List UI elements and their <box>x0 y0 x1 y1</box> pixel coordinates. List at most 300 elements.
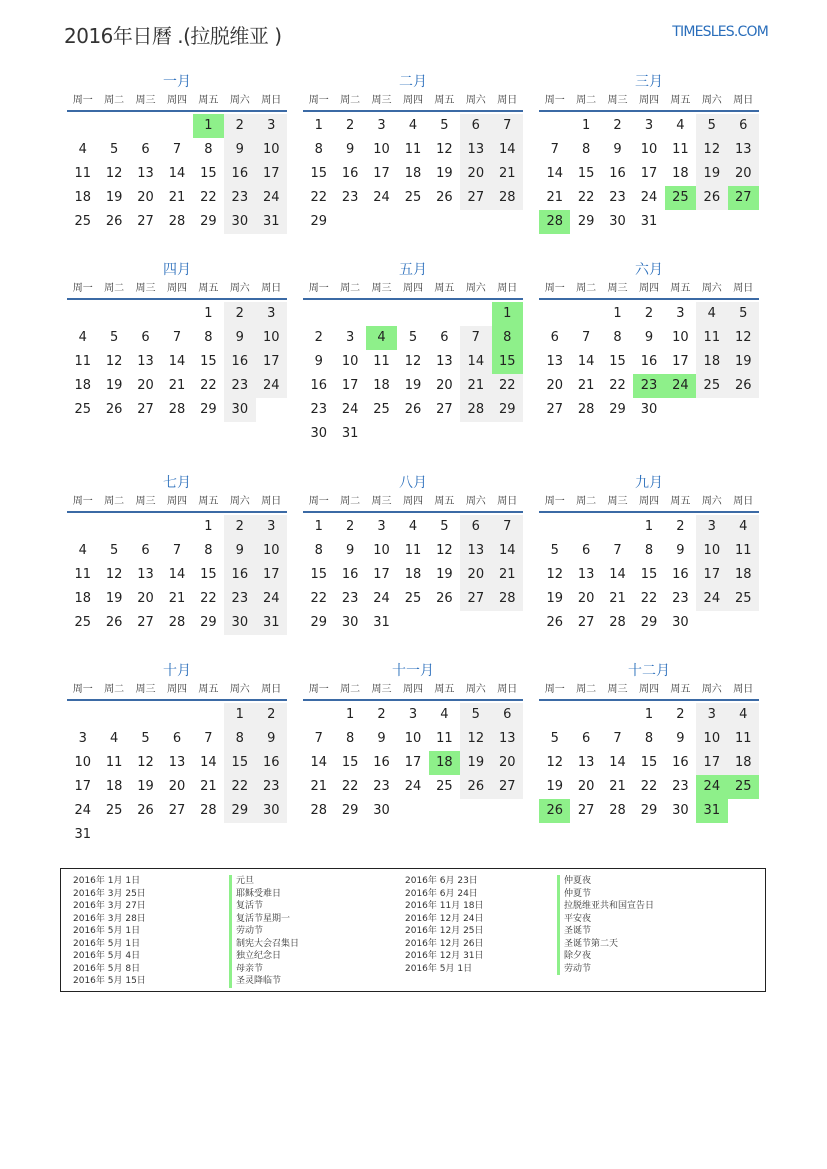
day-cell[interactable]: 14 <box>546 166 563 181</box>
day-cell[interactable]: 3 <box>644 118 654 133</box>
day-cell[interactable]: 11 <box>105 755 123 770</box>
day-cell[interactable]: 1 <box>224 703 255 727</box>
day-cell[interactable]: 18 <box>728 751 759 775</box>
day-cell[interactable]: 12 <box>460 727 491 751</box>
day-cell[interactable]: 16 <box>224 162 255 186</box>
day-cell[interactable]: 26 <box>404 402 422 417</box>
day-cell[interactable]: 28 <box>577 402 595 417</box>
day-cell[interactable]: 5 <box>460 703 491 727</box>
day-cell[interactable]: 15 <box>577 166 595 181</box>
day-cell[interactable]: 11 <box>404 142 422 157</box>
day-cell[interactable]: 5 <box>109 330 119 345</box>
day-cell[interactable]: 2 <box>676 519 685 534</box>
day-cell[interactable]: 16 <box>672 567 689 582</box>
day-cell[interactable]: 18 <box>404 166 422 181</box>
day-cell[interactable]: 24 <box>256 587 287 611</box>
day-cell[interactable]: 21 <box>577 378 595 393</box>
day-cell[interactable]: 10 <box>640 142 658 157</box>
day-cell[interactable]: 4 <box>408 118 418 133</box>
day-cell[interactable]: 2 <box>256 703 287 727</box>
day-cell[interactable]: 27 <box>460 587 491 611</box>
day-cell[interactable]: 30 <box>640 402 658 417</box>
day-cell[interactable]: 9 <box>377 731 386 746</box>
day-cell[interactable]: 1 <box>581 118 591 133</box>
day-cell[interactable]: 21 <box>460 374 491 398</box>
day-cell[interactable]: 9 <box>613 142 622 157</box>
day-cell[interactable]: 25 <box>404 591 422 606</box>
day-cell[interactable]: 19 <box>728 350 759 374</box>
day-cell[interactable]: 9 <box>345 543 355 558</box>
day-cell[interactable]: 2 <box>377 707 386 722</box>
day-cell[interactable]: 19 <box>105 378 123 393</box>
day-cell[interactable]: 10 <box>373 543 390 558</box>
day-cell[interactable]: 12 <box>105 166 123 181</box>
day-cell[interactable]: 1 <box>314 519 323 534</box>
day-cell[interactable]: 31 <box>256 611 287 635</box>
day-cell[interactable]: 12 <box>436 142 453 157</box>
day-cell[interactable]: 14 <box>168 567 186 582</box>
day-cell[interactable]: 13 <box>137 166 154 181</box>
day-cell[interactable]: 11 <box>74 354 91 369</box>
day-cell[interactable]: 3 <box>377 519 386 534</box>
day-cell[interactable]: 2 <box>676 707 685 722</box>
day-cell[interactable]: 28 <box>609 803 626 818</box>
day-cell[interactable]: 10 <box>373 142 390 157</box>
day-cell[interactable]: 3 <box>408 707 418 722</box>
day-cell[interactable]: 31 <box>74 827 91 842</box>
day-cell[interactable]: 25 <box>105 803 123 818</box>
day-cell[interactable]: 3 <box>696 703 727 727</box>
day-cell[interactable]: 29 <box>640 803 658 818</box>
day-cell[interactable]: 5 <box>141 731 150 746</box>
day-cell[interactable]: 21 <box>492 162 523 186</box>
day-cell[interactable]: 21 <box>310 779 327 794</box>
day-cell[interactable]: 20 <box>460 563 491 587</box>
day-cell[interactable]: 26 <box>696 186 727 210</box>
day-cell[interactable]: 23 <box>341 591 359 606</box>
day-cell[interactable]: 22 <box>224 775 255 799</box>
day-cell[interactable]: 18 <box>74 190 91 205</box>
day-cell[interactable]: 4 <box>78 330 87 345</box>
day-cell[interactable]: 27 <box>137 214 154 229</box>
day-cell[interactable]: 20 <box>728 162 759 186</box>
day-cell[interactable]: 28 <box>310 803 327 818</box>
day-cell[interactable]: 8 <box>345 731 355 746</box>
day-cell[interactable]: 13 <box>460 138 491 162</box>
day-cell[interactable]: 4 <box>676 118 685 133</box>
day-cell[interactable]: 3 <box>256 515 287 539</box>
day-cell[interactable]: 14 <box>168 354 186 369</box>
day-cell[interactable]: 23 <box>224 587 255 611</box>
day-cell[interactable]: 12 <box>546 755 563 770</box>
day-cell[interactable]: 1 <box>613 306 622 321</box>
day-cell[interactable]: 20 <box>546 378 563 393</box>
day-cell[interactable]: 10 <box>256 326 287 350</box>
day-cell[interactable]: 6 <box>141 543 150 558</box>
day-cell[interactable]: 4 <box>728 703 759 727</box>
day-cell[interactable]: 16 <box>341 166 359 181</box>
day-cell[interactable]: 18 <box>429 751 460 775</box>
day-cell[interactable]: 2 <box>314 330 323 345</box>
day-cell[interactable]: 24 <box>373 190 390 205</box>
day-cell[interactable]: 21 <box>168 378 186 393</box>
day-cell[interactable]: 22 <box>640 591 658 606</box>
day-cell[interactable]: 11 <box>728 539 759 563</box>
day-cell[interactable]: 23 <box>633 374 664 398</box>
day-cell[interactable]: 9 <box>676 543 685 558</box>
day-cell[interactable]: 21 <box>492 563 523 587</box>
day-cell[interactable]: 18 <box>728 563 759 587</box>
day-cell[interactable]: 7 <box>172 543 182 558</box>
day-cell[interactable]: 14 <box>609 755 626 770</box>
day-cell[interactable]: 7 <box>492 515 523 539</box>
day-cell[interactable]: 20 <box>168 779 186 794</box>
day-cell[interactable]: 12 <box>728 326 759 350</box>
day-cell[interactable]: 1 <box>644 519 654 534</box>
day-cell[interactable]: 16 <box>640 354 658 369</box>
day-cell[interactable]: 10 <box>256 138 287 162</box>
day-cell[interactable]: 2 <box>224 114 255 138</box>
day-cell[interactable]: 21 <box>168 190 186 205</box>
day-cell[interactable]: 17 <box>74 779 91 794</box>
day-cell[interactable]: 25 <box>74 214 91 229</box>
day-cell[interactable]: 8 <box>204 330 213 345</box>
day-cell[interactable]: 16 <box>609 166 626 181</box>
day-cell[interactable]: 22 <box>640 779 658 794</box>
day-cell[interactable]: 19 <box>696 162 727 186</box>
day-cell[interactable]: 14 <box>577 354 595 369</box>
day-cell[interactable]: 15 <box>492 350 523 374</box>
day-cell[interactable]: 17 <box>341 378 359 393</box>
day-cell[interactable]: 4 <box>109 731 119 746</box>
day-cell[interactable]: 6 <box>141 142 150 157</box>
day-cell[interactable]: 13 <box>436 354 453 369</box>
day-cell[interactable]: 25 <box>436 779 453 794</box>
day-cell[interactable]: 6 <box>460 114 491 138</box>
day-cell[interactable]: 27 <box>577 803 595 818</box>
day-cell[interactable]: 13 <box>137 354 154 369</box>
site-link[interactable]: TIMESLES.COM <box>672 24 768 40</box>
day-cell[interactable]: 17 <box>256 563 287 587</box>
day-cell[interactable]: 15 <box>640 567 658 582</box>
day-cell[interactable]: 30 <box>224 210 255 234</box>
day-cell[interactable]: 10 <box>696 539 727 563</box>
day-cell[interactable]: 26 <box>105 402 123 417</box>
day-cell[interactable]: 27 <box>137 615 154 630</box>
day-cell[interactable]: 15 <box>341 755 359 770</box>
day-cell[interactable]: 10 <box>404 731 422 746</box>
day-cell[interactable]: 30 <box>224 398 255 422</box>
day-cell[interactable]: 1 <box>644 707 654 722</box>
day-cell[interactable]: 29 <box>200 402 217 417</box>
day-cell[interactable]: 2 <box>644 306 654 321</box>
day-cell[interactable]: 29 <box>609 402 626 417</box>
day-cell[interactable]: 19 <box>436 567 453 582</box>
day-cell[interactable]: 20 <box>577 779 595 794</box>
day-cell[interactable]: 11 <box>436 731 453 746</box>
day-cell[interactable]: 6 <box>492 703 523 727</box>
day-cell[interactable]: 8 <box>581 142 591 157</box>
day-cell[interactable]: 15 <box>640 755 658 770</box>
day-cell[interactable]: 7 <box>172 142 182 157</box>
day-cell[interactable]: 21 <box>546 190 563 205</box>
day-cell[interactable]: 24 <box>640 190 658 205</box>
day-cell[interactable]: 18 <box>672 166 689 181</box>
day-cell[interactable]: 27 <box>436 402 453 417</box>
day-cell[interactable]: 18 <box>105 779 123 794</box>
day-cell[interactable]: 17 <box>696 563 727 587</box>
day-cell[interactable]: 16 <box>256 751 287 775</box>
day-cell[interactable]: 22 <box>341 779 359 794</box>
day-cell[interactable]: 12 <box>546 567 563 582</box>
day-cell[interactable]: 7 <box>314 731 323 746</box>
day-cell[interactable]: 23 <box>609 190 626 205</box>
day-cell[interactable]: 17 <box>256 350 287 374</box>
day-cell[interactable]: 22 <box>310 591 327 606</box>
day-cell[interactable]: 13 <box>137 567 154 582</box>
day-cell[interactable]: 16 <box>373 755 390 770</box>
day-cell[interactable]: 13 <box>577 755 595 770</box>
day-cell[interactable]: 16 <box>341 567 359 582</box>
day-cell[interactable]: 19 <box>105 190 123 205</box>
day-cell[interactable]: 19 <box>404 378 422 393</box>
day-cell[interactable]: 22 <box>492 374 523 398</box>
day-cell[interactable]: 20 <box>137 190 154 205</box>
day-cell[interactable]: 28 <box>492 587 523 611</box>
day-cell[interactable]: 31 <box>696 799 727 823</box>
day-cell[interactable]: 28 <box>168 615 186 630</box>
day-cell[interactable]: 5 <box>550 543 559 558</box>
day-cell[interactable]: 29 <box>341 803 359 818</box>
day-cell[interactable]: 25 <box>728 587 759 611</box>
day-cell[interactable]: 11 <box>404 543 422 558</box>
day-cell[interactable]: 5 <box>440 118 449 133</box>
day-cell[interactable]: 24 <box>256 374 287 398</box>
day-cell[interactable]: 15 <box>310 567 327 582</box>
day-cell[interactable]: 6 <box>581 731 591 746</box>
day-cell[interactable]: 10 <box>672 330 689 345</box>
day-cell[interactable]: 18 <box>404 567 422 582</box>
day-cell[interactable]: 8 <box>613 330 622 345</box>
day-cell[interactable]: 16 <box>224 563 255 587</box>
day-cell[interactable]: 28 <box>168 214 186 229</box>
day-cell[interactable]: 27 <box>460 186 491 210</box>
day-cell[interactable]: 16 <box>310 378 327 393</box>
day-cell[interactable]: 6 <box>141 330 150 345</box>
day-cell[interactable]: 30 <box>256 799 287 823</box>
day-cell[interactable]: 23 <box>341 190 359 205</box>
day-cell[interactable]: 21 <box>609 779 626 794</box>
day-cell[interactable]: 4 <box>408 519 418 534</box>
day-cell[interactable]: 27 <box>492 775 523 799</box>
day-cell[interactable]: 7 <box>613 731 622 746</box>
day-cell[interactable]: 9 <box>345 142 355 157</box>
day-cell[interactable]: 31 <box>256 210 287 234</box>
day-cell[interactable]: 15 <box>310 166 327 181</box>
day-cell[interactable]: 21 <box>168 591 186 606</box>
day-cell[interactable]: 28 <box>200 803 217 818</box>
day-cell[interactable]: 26 <box>137 803 154 818</box>
day-cell[interactable]: 15 <box>200 354 217 369</box>
day-cell[interactable]: 4 <box>440 707 449 722</box>
day-cell[interactable]: 27 <box>137 402 154 417</box>
day-cell[interactable]: 3 <box>256 302 287 326</box>
day-cell[interactable]: 6 <box>550 330 559 345</box>
day-cell[interactable]: 24 <box>341 402 359 417</box>
day-cell[interactable]: 22 <box>577 190 595 205</box>
day-cell[interactable]: 11 <box>728 727 759 751</box>
day-cell[interactable]: 17 <box>640 166 658 181</box>
day-cell[interactable]: 13 <box>168 755 186 770</box>
day-cell[interactable]: 25 <box>373 402 390 417</box>
day-cell[interactable]: 22 <box>200 190 217 205</box>
day-cell[interactable]: 8 <box>314 543 323 558</box>
day-cell[interactable]: 20 <box>137 378 154 393</box>
day-cell[interactable]: 10 <box>341 354 359 369</box>
day-cell[interactable]: 1 <box>193 114 224 138</box>
day-cell[interactable]: 27 <box>728 186 759 210</box>
day-cell[interactable]: 7 <box>204 731 213 746</box>
day-cell[interactable]: 10 <box>696 727 727 751</box>
day-cell[interactable]: 27 <box>168 803 186 818</box>
day-cell[interactable]: 6 <box>581 543 591 558</box>
day-cell[interactable]: 4 <box>78 142 87 157</box>
day-cell[interactable]: 6 <box>460 515 491 539</box>
day-cell[interactable]: 3 <box>345 330 355 345</box>
day-cell[interactable]: 26 <box>546 615 563 630</box>
day-cell[interactable]: 20 <box>436 378 453 393</box>
day-cell[interactable]: 2 <box>613 118 622 133</box>
day-cell[interactable]: 20 <box>137 591 154 606</box>
day-cell[interactable]: 29 <box>577 214 595 229</box>
day-cell[interactable]: 25 <box>74 615 91 630</box>
day-cell[interactable]: 5 <box>109 142 119 157</box>
day-cell[interactable]: 8 <box>204 142 213 157</box>
day-cell[interactable]: 30 <box>672 803 689 818</box>
day-cell[interactable]: 14 <box>609 567 626 582</box>
day-cell[interactable]: 12 <box>404 354 422 369</box>
day-cell[interactable]: 22 <box>310 190 327 205</box>
day-cell[interactable]: 29 <box>640 615 658 630</box>
day-cell[interactable]: 11 <box>74 166 91 181</box>
day-cell[interactable]: 16 <box>672 755 689 770</box>
day-cell[interactable]: 24 <box>256 186 287 210</box>
day-cell[interactable]: 14 <box>200 755 217 770</box>
day-cell[interactable]: 29 <box>310 615 327 630</box>
day-cell[interactable]: 1 <box>314 118 323 133</box>
day-cell[interactable]: 26 <box>436 591 453 606</box>
day-cell[interactable]: 29 <box>224 799 255 823</box>
day-cell[interactable]: 30 <box>373 803 390 818</box>
day-cell[interactable]: 23 <box>672 779 689 794</box>
day-cell[interactable]: 15 <box>200 567 217 582</box>
day-cell[interactable]: 31 <box>341 426 359 441</box>
day-cell[interactable]: 7 <box>581 330 591 345</box>
day-cell[interactable]: 5 <box>109 543 119 558</box>
day-cell[interactable]: 1 <box>204 306 213 321</box>
day-cell[interactable]: 8 <box>492 326 523 350</box>
day-cell[interactable]: 17 <box>373 567 390 582</box>
day-cell[interactable]: 2 <box>345 118 355 133</box>
day-cell[interactable]: 23 <box>224 374 255 398</box>
day-cell[interactable]: 26 <box>436 190 453 205</box>
day-cell[interactable]: 11 <box>696 326 727 350</box>
day-cell[interactable]: 30 <box>341 615 359 630</box>
day-cell[interactable]: 5 <box>408 330 418 345</box>
day-cell[interactable]: 2 <box>345 519 355 534</box>
day-cell[interactable]: 28 <box>492 186 523 210</box>
day-cell[interactable]: 9 <box>644 330 654 345</box>
day-cell[interactable]: 23 <box>672 591 689 606</box>
day-cell[interactable]: 29 <box>310 214 327 229</box>
day-cell[interactable]: 8 <box>224 727 255 751</box>
day-cell[interactable]: 15 <box>200 166 217 181</box>
day-cell[interactable]: 25 <box>696 374 727 398</box>
day-cell[interactable]: 24 <box>373 591 390 606</box>
day-cell[interactable]: 18 <box>74 591 91 606</box>
day-cell[interactable]: 9 <box>314 354 323 369</box>
day-cell[interactable]: 28 <box>168 402 186 417</box>
day-cell[interactable]: 18 <box>74 378 91 393</box>
day-cell[interactable]: 9 <box>224 326 255 350</box>
day-cell[interactable]: 13 <box>546 354 563 369</box>
day-cell[interactable]: 1 <box>345 707 355 722</box>
day-cell[interactable]: 28 <box>609 615 626 630</box>
day-cell[interactable]: 23 <box>373 779 390 794</box>
day-cell[interactable]: 25 <box>665 186 696 210</box>
day-cell[interactable]: 10 <box>74 755 91 770</box>
day-cell[interactable]: 24 <box>404 779 422 794</box>
day-cell[interactable]: 25 <box>74 402 91 417</box>
day-cell[interactable]: 7 <box>550 142 559 157</box>
day-cell[interactable]: 4 <box>78 543 87 558</box>
day-cell[interactable]: 9 <box>676 731 685 746</box>
day-cell[interactable]: 7 <box>492 114 523 138</box>
day-cell[interactable]: 30 <box>609 214 626 229</box>
day-cell[interactable]: 17 <box>672 354 689 369</box>
day-cell[interactable]: 19 <box>105 591 123 606</box>
day-cell[interactable]: 19 <box>436 166 453 181</box>
day-cell[interactable]: 15 <box>609 354 626 369</box>
day-cell[interactable]: 4 <box>728 515 759 539</box>
day-cell[interactable]: 12 <box>436 543 453 558</box>
day-cell[interactable]: 2 <box>224 515 255 539</box>
day-cell[interactable]: 8 <box>204 543 213 558</box>
day-cell[interactable]: 19 <box>460 751 491 775</box>
day-cell[interactable]: 7 <box>613 543 622 558</box>
day-cell[interactable]: 7 <box>172 330 182 345</box>
day-cell[interactable]: 4 <box>366 326 397 350</box>
day-cell[interactable]: 6 <box>728 114 759 138</box>
day-cell[interactable]: 2 <box>224 302 255 326</box>
day-cell[interactable]: 14 <box>492 138 523 162</box>
day-cell[interactable]: 26 <box>105 214 123 229</box>
day-cell[interactable]: 30 <box>310 426 327 441</box>
day-cell[interactable]: 14 <box>310 755 327 770</box>
day-cell[interactable]: 3 <box>256 114 287 138</box>
day-cell[interactable]: 18 <box>373 378 390 393</box>
day-cell[interactable]: 3 <box>696 515 727 539</box>
day-cell[interactable]: 12 <box>105 354 123 369</box>
day-cell[interactable]: 25 <box>728 775 759 799</box>
day-cell[interactable]: 5 <box>550 731 559 746</box>
day-cell[interactable]: 6 <box>172 731 182 746</box>
day-cell[interactable]: 12 <box>105 567 123 582</box>
day-cell[interactable]: 29 <box>200 615 217 630</box>
day-cell[interactable]: 26 <box>728 374 759 398</box>
day-cell[interactable]: 20 <box>577 591 595 606</box>
day-cell[interactable]: 28 <box>539 210 570 234</box>
